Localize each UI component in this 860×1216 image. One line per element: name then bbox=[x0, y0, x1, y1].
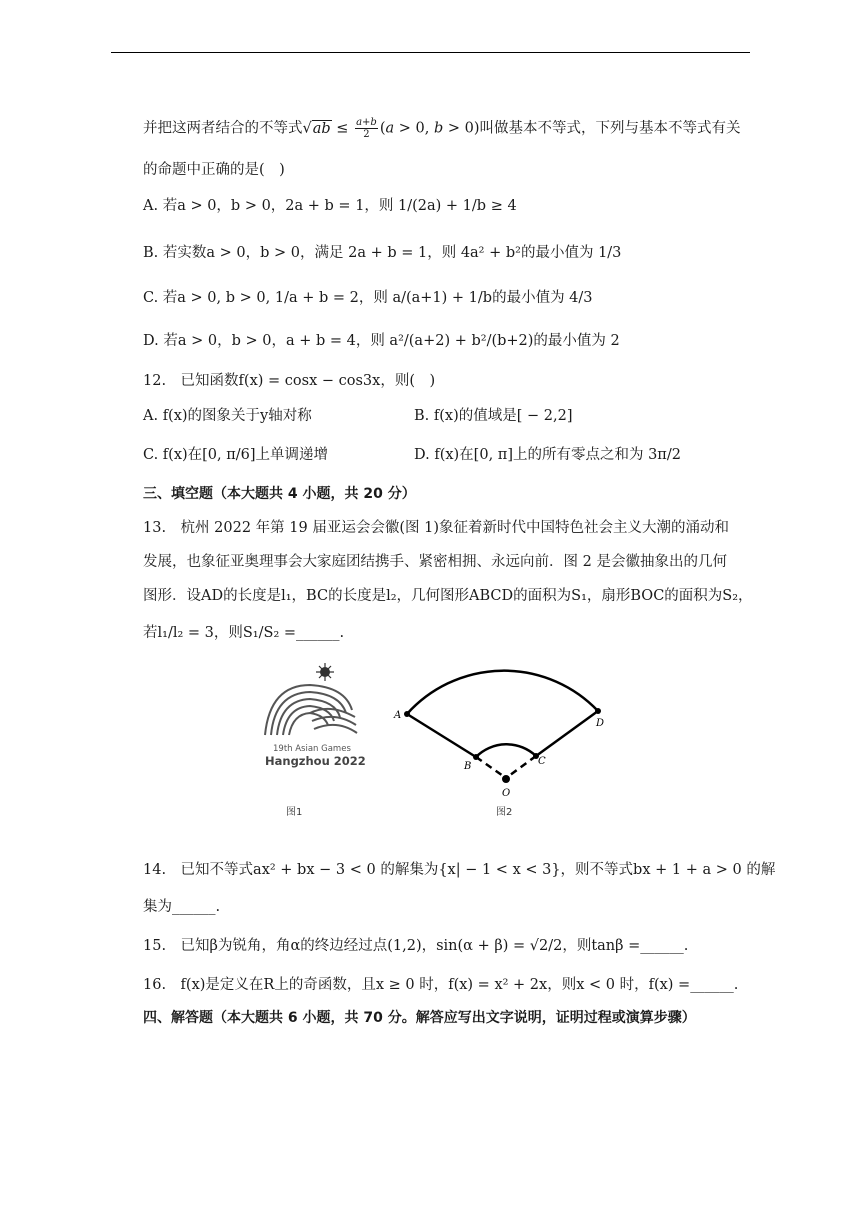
q12-option-c: C. f(x)在[0, π/6]上单调递增 bbox=[143, 447, 329, 463]
point-label-d: D bbox=[596, 718, 605, 729]
q14-line2: 集为______. bbox=[143, 899, 221, 915]
logo-text-line1: 19th Asian Games bbox=[273, 744, 351, 754]
q12-option-a: A. f(x)的图象关于y轴对称 bbox=[143, 408, 312, 424]
point-label-c: C bbox=[538, 756, 546, 767]
point-label-b: B bbox=[464, 761, 472, 772]
q12-option-b: B. f(x)的值域是[ − 2,2] bbox=[414, 408, 573, 424]
q13-line4: 若l₁/l₂ = 3，则S₁/S₂ =______. bbox=[143, 625, 345, 641]
section-fill-in-heading: 三、填空题（本大题共 4 小题，共 20 分） bbox=[143, 486, 416, 502]
point-label-o: O bbox=[502, 788, 511, 799]
q11-option-c: C. 若a > 0, b > 0, 1/a + b = 2，则 a/(a+1) + 1/b的最小值为 4/3 bbox=[143, 290, 593, 306]
q14-line1: 14. 已知不等式ax² + bx − 3 < 0 的解集为{x| − 1 < x < 3}，则不等式bx + 1 + a > 0 的解 bbox=[143, 862, 776, 878]
logo-text-line2: Hangzhou 2022 bbox=[265, 754, 366, 768]
figure-svg bbox=[250, 655, 630, 825]
q11-intro-line2: 的命题中正确的是( ) bbox=[143, 162, 285, 178]
q13-line1: 13. 杭州 2022 年第 19 届亚运会会徽(图 1)象征着新时代中国特色社会主义大潮的涌动和 bbox=[143, 520, 729, 536]
q13-line3: 图形．设AD的长度是l₁，BC的长度是l₂，几何图形ABCD的面积为S₁，扇形BOC的面积为S₂， bbox=[143, 588, 753, 604]
asian-games-logo bbox=[265, 663, 366, 818]
q11-option-a: A. 若a > 0，b > 0，2a + b = 1，则 1/(2a) + 1/b ≥ 4 bbox=[143, 198, 517, 214]
q11-option-b: B. 若实数a > 0，b > 0，满足 2a + b = 1，则 4a² + b²的最小值为 1/3 bbox=[143, 245, 622, 261]
q16: 16. f(x)是定义在R上的奇函数，且x ≥ 0 时，f(x) = x² + 2x，则x < 0 时，f(x) =______. bbox=[143, 977, 739, 993]
q11-intro: 并把这两者结合的不等式√ab ≤ $\frac{a+b}{2}$ (a > 0, b > 0)叫做基本不等式，下列与基本不等式有关 bbox=[143, 117, 741, 140]
section-answer-heading: 四、解答题（本大题共 6 小题，共 70 分。解答应写出文字说明，证明过程或演算步骤） bbox=[143, 1010, 696, 1026]
q13-line2: 发展，也象征亚奥理事会大家庭团结携手、紧密相拥、永远向前．图 2 是会徽抽象出的几何 bbox=[143, 554, 727, 570]
q15: 15. 已知β为锐角，角α的终边经过点(1,2)，sin(α + β) = √2/2，则tanβ =______. bbox=[143, 938, 689, 954]
figure2-caption: 图2 bbox=[496, 807, 513, 818]
header-rule bbox=[111, 52, 750, 53]
figure1-caption: 图1 bbox=[286, 807, 303, 818]
q12-stem: 12. 已知函数f(x) = cosx − cos3x，则( ) bbox=[143, 373, 436, 389]
point-label-a: A bbox=[394, 710, 402, 721]
sector-diagram bbox=[393, 671, 604, 818]
q13-figures bbox=[250, 655, 630, 825]
q11-option-d: D. 若a > 0，b > 0，a + b = 4，则 a²/(a+2) + b²/(b+2)的最小值为 2 bbox=[143, 333, 620, 349]
q12-option-d: D. f(x)在[0, π]上的所有零点之和为 3π/2 bbox=[414, 447, 681, 463]
